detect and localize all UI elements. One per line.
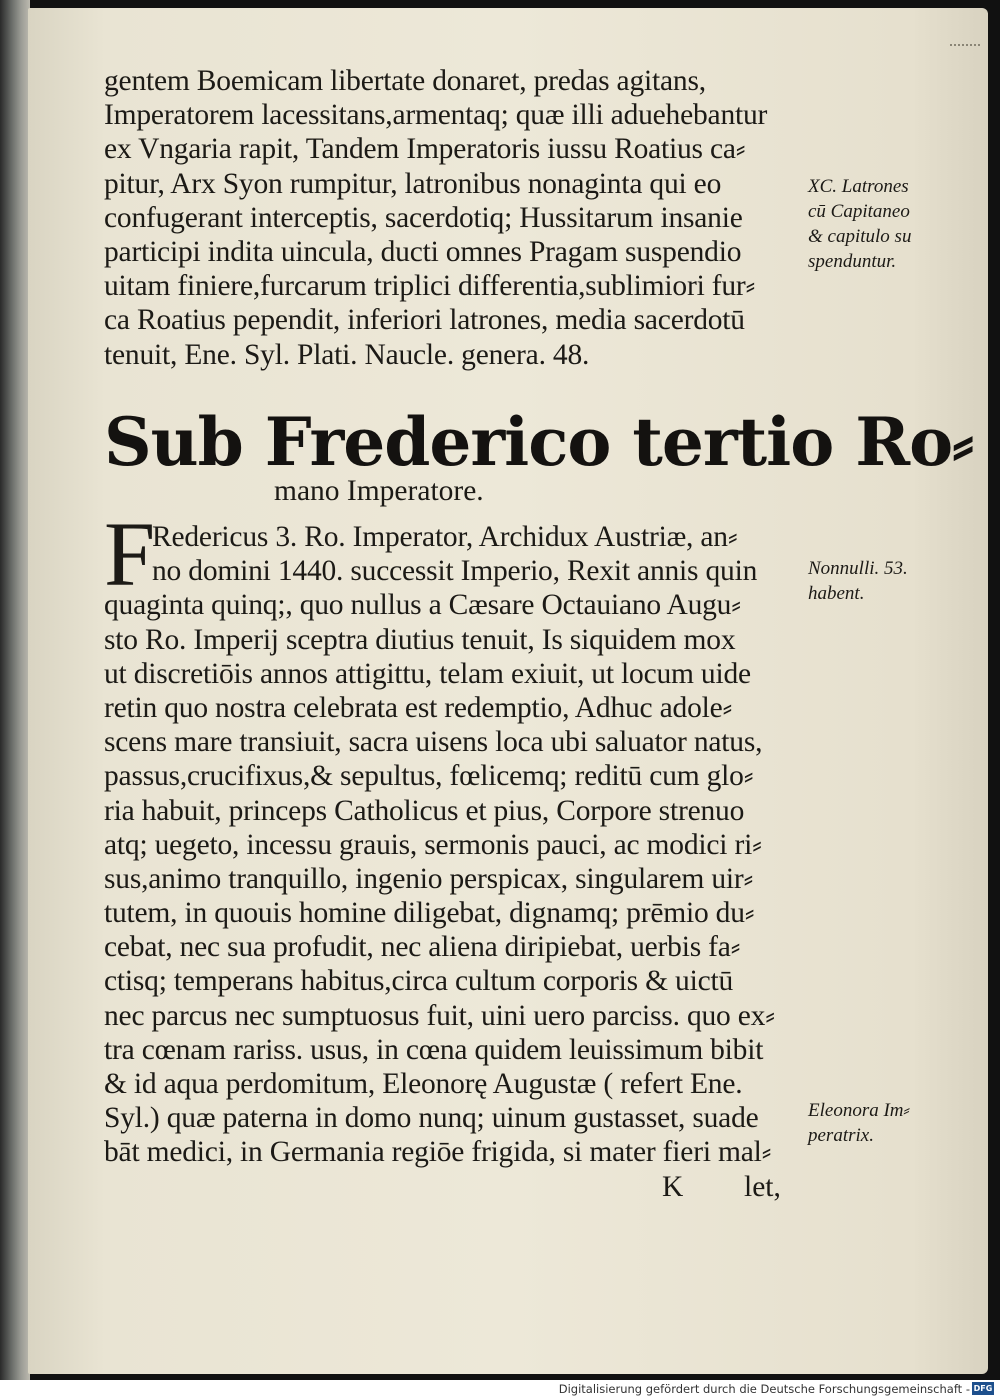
text-line: Redericus 3. Ro. Imperator, Archidux Austriæ, an⸗ [152, 521, 738, 553]
text-line: gentem Boemicam libertate donaret, predas agitans, [104, 65, 706, 97]
text-line: tenuit, Ene. Syl. Plati. Naucle. genera. 48. [104, 338, 590, 371]
text-line: no domini 1440. successit Imperio, Rexit annis quin [152, 555, 758, 588]
text-line: cebat, nec sua profudit, nec aliena diripiebat, uerbis fa⸗ [104, 931, 741, 964]
margin-note-line: cū Capitaneo [808, 201, 910, 222]
catchword: let, [744, 1171, 781, 1203]
text-line: Imperatorem lacessitans,armentaq; quæ illi aduehebantur [104, 99, 768, 132]
text-line: ctisq; temperans habitus,circa cultum corporis & uictū [104, 965, 734, 998]
signature-mark: K [662, 1171, 684, 1203]
text-line: pitur, Arx Syon rumpitur, latronibus nonaginta qui eo [104, 167, 722, 200]
text-line: atq; uegeto, incessu grauis, sermonis pauci, ac modici ri⸗ [104, 828, 762, 861]
text-line: confugerant interceptis, sacerdotiq; Hussitarum insanie [104, 201, 743, 234]
funding-notice: Digitalisierung gefördert durch die Deutsche Forschungsgemeinschaft - [558, 1382, 970, 1396]
text-line: quaginta quinq;, quo nullus a Cæsare Octauiano Augu⸗ [104, 589, 741, 622]
margin-note-eleonora [808, 1098, 910, 1148]
main-paragraph [104, 520, 804, 1170]
text-line: Syl.) quæ paterna in domo nunq; uinum gustasset, suade [104, 1102, 759, 1135]
text-line: ut discretiōis annos attigittu, telam exiuit, ut locum uide [104, 657, 751, 690]
drop-cap: F [104, 503, 156, 605]
opening-text-block [104, 64, 804, 372]
margin-note-nonnulli [808, 556, 908, 606]
margin-note-latrones [808, 174, 911, 274]
text-line: participi indita uincula, ducti omnes Pragam suspendio [104, 235, 742, 268]
section-heading: Sub Frederico tertio Ro⸗ [104, 403, 974, 481]
margin-note-line: XC. Latrones [808, 176, 909, 197]
text-line: uitam finiere,furcarum triplici differentia,sublimiori fur⸗ [104, 270, 756, 303]
text-line: retin quo nostra celebrata est redemptio, Adhuc adole⸗ [104, 691, 733, 724]
text-line: passus,crucifixus,& sepultus, fœlicemq; reditū cum glo⸗ [104, 760, 754, 793]
margin-note-line: habent. [808, 583, 865, 604]
text-line: tra cœnam rariss. usus, in cœna quidem leuissimum bibit [104, 1033, 764, 1066]
text-line: ria habuit, princeps Catholicus et pius, Corpore strenuo [104, 794, 745, 827]
text-line: bāt medici, in Germania regiōe frigida, si mater fieri mal⸗ [104, 1136, 772, 1169]
book-spine [0, 0, 30, 1380]
section-subheading: mano Imperatore. [274, 475, 484, 507]
text-line: sus,animo tranquillo, ingenio perspicax, singularem uir⸗ [104, 862, 754, 895]
text-line: tutem, in quouis homine diligebat, dignamq; prēmio du⸗ [104, 897, 755, 930]
text-line: scens mare transiuit, sacra uisens loca ubi saluator natus, [104, 726, 763, 759]
text-line: sto Ro. Imperij sceptra diutius tenuit, Is siquidem mox [104, 623, 736, 656]
text-line: & id aqua perdomitum, Eleonorę Augustæ ( refert Ene. [104, 1068, 743, 1100]
margin-note-line: peratrix. [808, 1125, 874, 1146]
margin-note-line: & capitulo su [808, 226, 912, 247]
margin-note-line: spenduntur. [808, 251, 897, 272]
text-line: nec parcus nec sumptuosus fuit, uini uero parciss. quo ex⸗ [104, 999, 775, 1032]
margin-note-line: Eleonora Im⸗ [808, 1100, 910, 1121]
page-edge-mark [950, 44, 980, 48]
margin-note-line: Nonnulli. 53. [808, 558, 908, 579]
text-line: ca Roatius pependit, inferiori latrones, media sacerdotū [104, 304, 745, 337]
dfg-logo-icon: DFG [973, 1384, 993, 1393]
text-line: ex Vngaria rapit, Tandem Imperatoris iussu Roatius ca⸗ [104, 133, 746, 166]
